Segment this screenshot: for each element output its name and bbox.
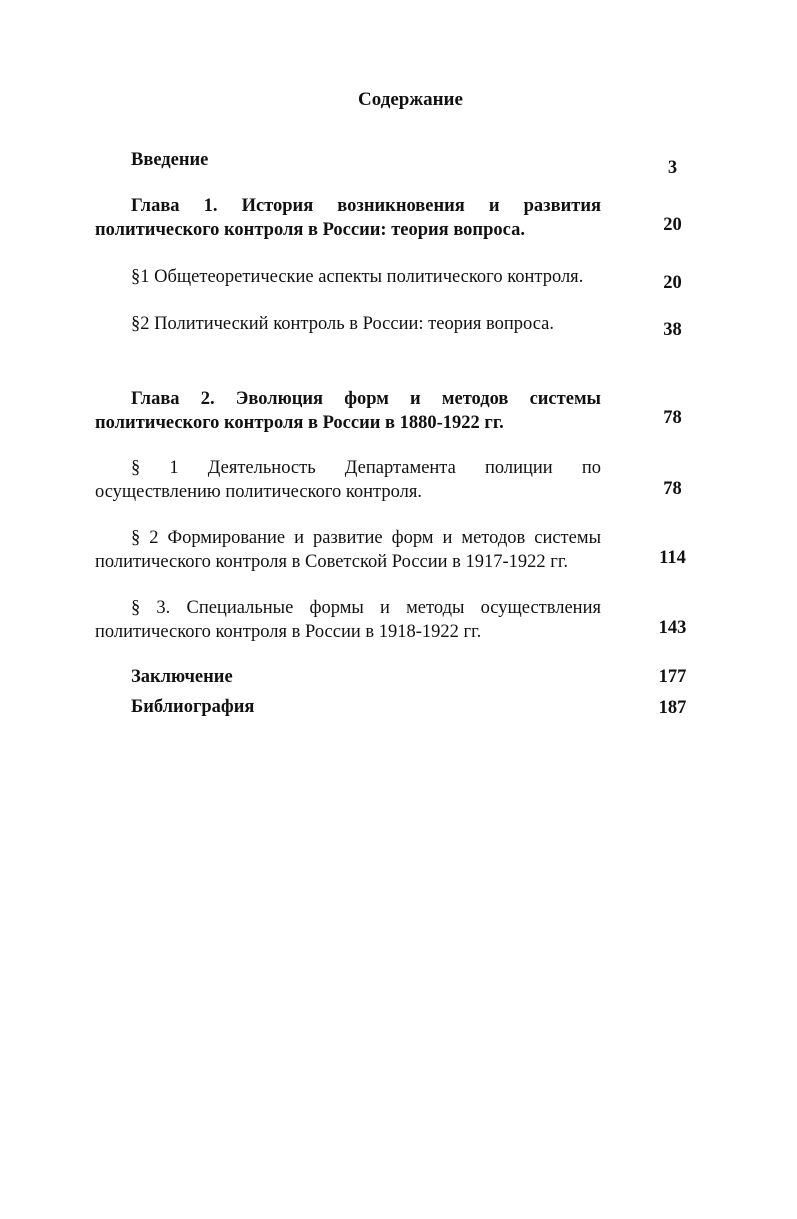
- toc-page-number: 177: [658, 667, 687, 687]
- toc-entry-section-2-3: § 3. Специальные формы и методы осуществления политического контроля в России в 1918-1922 гг.: [95, 598, 601, 642]
- toc-entry-section-1-1: §1 Общетеоретические аспекты политического контроля.: [131, 267, 584, 287]
- page-title: Содержание: [358, 89, 463, 110]
- toc-page-number: 78: [663, 479, 682, 499]
- toc-page-number: 38: [663, 320, 682, 340]
- toc-entry-bibliography: Библиография: [131, 697, 255, 717]
- toc-entry-chapter-1: Глава 1. История возникновения и развития политического контроля в России: теория вопроса.: [95, 196, 601, 240]
- toc-entry-conclusion: Заключение: [131, 667, 233, 687]
- toc-page-number: 78: [663, 408, 682, 428]
- toc-page-number: 20: [663, 273, 682, 293]
- toc-page-number: 187: [658, 698, 687, 718]
- toc-page-number: 114: [659, 548, 686, 568]
- toc-page-number: 143: [658, 618, 687, 638]
- toc-entry-section-1-2: §2 Политический контроль в России: теория вопроса.: [131, 314, 554, 334]
- toc-entry-section-2-1: § 1 Деятельность Департамента полиции по осуществлению политического контроля.: [95, 458, 601, 502]
- toc-entry-introduction: Введение: [131, 150, 209, 170]
- toc-entry-section-2-2: § 2 Формирование и развитие форм и методов системы политического контроля в Советской России в 1917-1922 гг.: [95, 528, 601, 572]
- toc-entry-chapter-2: Глава 2. Эволюция форм и методов системы политического контроля в России в 1880-1922 гг.: [95, 389, 601, 433]
- toc-page-number: 20: [663, 215, 682, 235]
- toc-page-number: 3: [667, 158, 678, 178]
